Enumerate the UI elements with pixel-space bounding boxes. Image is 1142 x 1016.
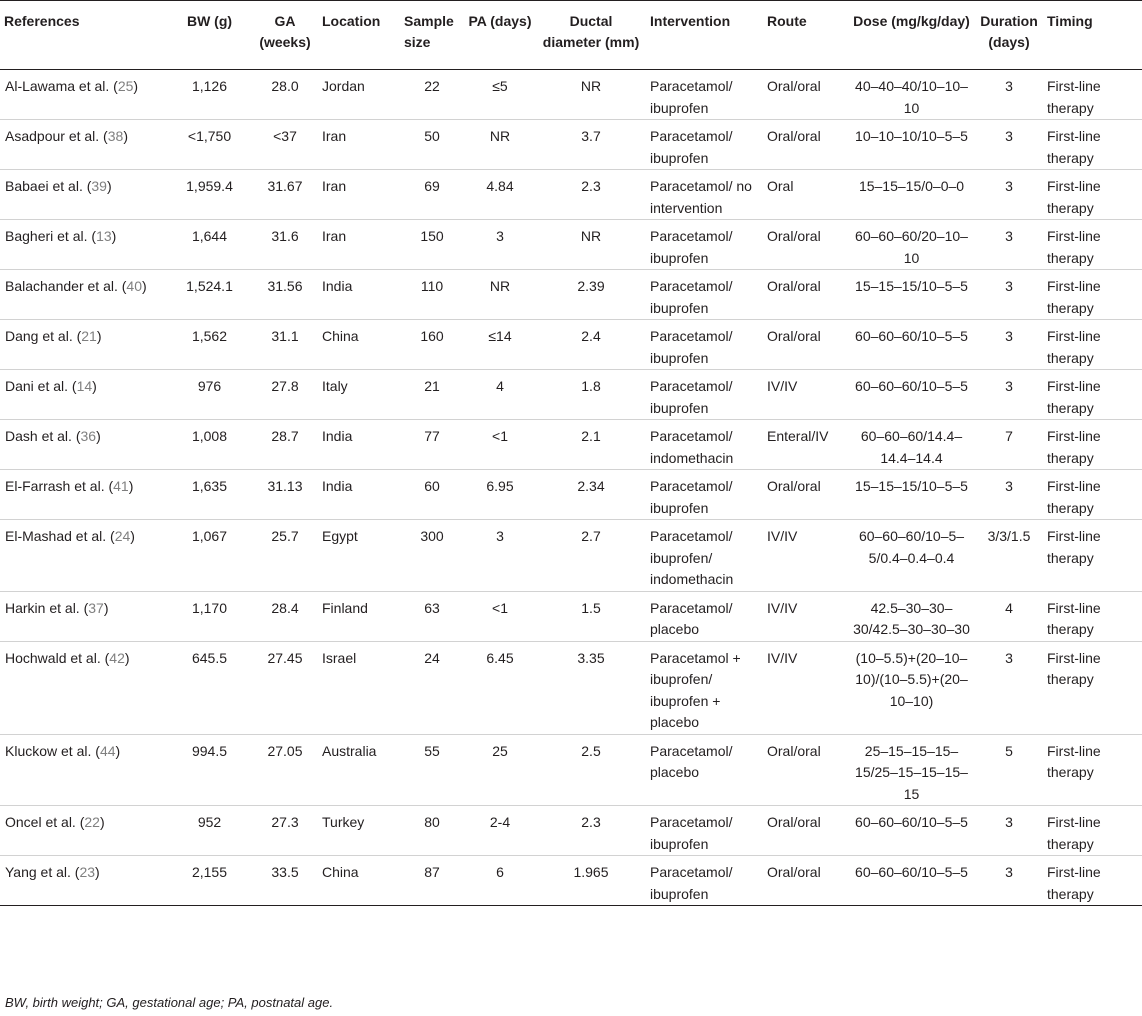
cell-duration: 3/3/1.5 (975, 520, 1043, 592)
cell-pa: <1 (464, 420, 536, 470)
cell-pa: 6 (464, 856, 536, 906)
col-header-references: References (0, 1, 167, 70)
reference-citation-link[interactable]: 44 (99, 742, 116, 759)
table-row (0, 470, 1142, 520)
reference-citation-link[interactable]: 40 (126, 278, 142, 294)
cell-dose: 15–15–15/10–5–5 (848, 270, 975, 320)
cell-timing: First-line therapy (1043, 270, 1142, 320)
col-header-dose: Dose (mg/kg/day) (848, 1, 975, 70)
cell-duration: 3 (975, 270, 1043, 320)
reference-author: Bagheri et al. ( (5, 228, 97, 244)
cell-reference (0, 270, 167, 320)
cell-location: Finland (318, 591, 400, 641)
cell-ga: 27.8 (252, 370, 318, 420)
cell-ductal-diameter: 2.39 (536, 270, 646, 320)
cell-ga: 27.3 (252, 806, 318, 856)
cell-dose: 60–60–60/10–5–5 (848, 856, 975, 906)
cell-bw: 994.5 (167, 734, 252, 806)
cell-bw: 1,126 (167, 70, 252, 120)
cell-bw: 1,635 (167, 470, 252, 520)
reference-author: Asadpour et al. ( (5, 128, 108, 144)
reference-close: ) (95, 864, 100, 880)
cell-ga: 27.45 (252, 641, 318, 734)
cell-ga: 28.0 (252, 70, 318, 120)
cell-ga: 28.4 (252, 591, 318, 641)
cell-pa: NR (464, 120, 536, 170)
cell-pa: NR (464, 270, 536, 320)
cell-ga: 25.7 (252, 520, 318, 592)
cell-route: Oral/oral (763, 70, 848, 120)
cell-bw: 645.5 (167, 641, 252, 734)
reference-citation-link[interactable]: 21 (81, 328, 97, 344)
cell-timing: First-line therapy (1043, 120, 1142, 170)
reference-author: Dani et al. ( (5, 378, 77, 394)
reference-citation-link[interactable]: 25 (117, 78, 134, 94)
reference-author: Kluckow et al. ( (5, 742, 100, 759)
cell-timing: First-line therapy (1043, 806, 1142, 856)
cell-ga: 27.05 (252, 734, 318, 806)
cell-dose: 60–60–60/10–5–5/0.4–0.4–0.4 (848, 520, 975, 592)
cell-pa: <1 (464, 591, 536, 641)
cell-dose: 25–15–15–15–15/25–15–15–15–15 (848, 734, 975, 806)
reference-author: Al-Lawama et al. ( (5, 78, 118, 94)
cell-route: Oral/oral (763, 470, 848, 520)
cell-timing: First-line therapy (1043, 641, 1142, 734)
cell-intervention: Paracetamol/ ibuprofen (646, 470, 763, 520)
cell-pa: 4 (464, 370, 536, 420)
reference-author: Oncel et al. ( (5, 814, 85, 830)
cell-location: Iran (318, 120, 400, 170)
cell-timing: First-line therapy (1043, 856, 1142, 906)
cell-timing: First-line therapy (1043, 70, 1142, 120)
cell-route: Oral/oral (763, 320, 848, 370)
cell-ductal-diameter: 2.1 (536, 420, 646, 470)
cell-dose: 40–40–40/10–10–10 (848, 70, 975, 120)
cell-bw: 1,170 (167, 591, 252, 641)
reference-citation-link[interactable]: 42 (109, 649, 125, 666)
table-row (0, 320, 1142, 370)
cell-ductal-diameter: 1.5 (536, 591, 646, 641)
reference-citation-link[interactable]: 23 (79, 864, 96, 880)
cell-dose: 10–10–10/10–5–5 (848, 120, 975, 170)
reference-author: Dash et al. ( (5, 428, 81, 444)
cell-route: Oral/oral (763, 856, 848, 906)
cell-intervention: Paracetamol/ ibuprofen/ indomethacin (646, 520, 763, 592)
cell-reference (0, 806, 167, 856)
cell-intervention: Paracetamol/ indomethacin (646, 420, 763, 470)
cell-sample-size: 24 (400, 641, 464, 734)
table-row (0, 420, 1142, 470)
cell-route: Oral/oral (763, 734, 848, 806)
cell-pa: 3 (464, 520, 536, 592)
cell-duration: 3 (975, 856, 1043, 906)
cell-route: IV/IV (763, 370, 848, 420)
cell-dose: (10–5.5)+(20–10–10)/(10–5.5)+(20–10–10) (848, 641, 975, 734)
cell-timing: First-line therapy (1043, 470, 1142, 520)
cell-reference (0, 370, 167, 420)
col-header-pa: PA (days) (464, 1, 536, 70)
cell-duration: 3 (975, 641, 1043, 734)
reference-author: Hochwald et al. ( (5, 649, 110, 666)
reference-author: Harkin et al. ( (5, 599, 89, 616)
cell-sample-size: 55 (400, 734, 464, 806)
cell-sample-size: 87 (400, 856, 464, 906)
cell-pa: ≤14 (464, 320, 536, 370)
cell-route: Oral/oral (763, 120, 848, 170)
cell-bw: 1,067 (167, 520, 252, 592)
cell-sample-size: 63 (400, 591, 464, 641)
cell-pa: 3 (464, 220, 536, 270)
col-header-route: Route (763, 1, 848, 70)
cell-sample-size: 60 (400, 470, 464, 520)
cell-reference (0, 70, 167, 120)
header-row (0, 1, 1142, 70)
cell-reference (0, 170, 167, 220)
table-row (0, 170, 1142, 220)
cell-reference (0, 470, 167, 520)
cell-intervention: Paracetamol/ placebo (646, 591, 763, 641)
cell-bw: 1,644 (167, 220, 252, 270)
cell-dose: 15–15–15/0–0–0 (848, 170, 975, 220)
cell-location: China (318, 320, 400, 370)
cell-location: Iran (318, 170, 400, 220)
cell-intervention: Paracetamol/ ibuprofen (646, 70, 763, 120)
cell-pa: 6.45 (464, 641, 536, 734)
col-header-intervention: Intervention (646, 1, 763, 70)
cell-ductal-diameter: NR (536, 70, 646, 120)
reference-close: ) (92, 378, 97, 394)
cell-location: Turkey (318, 806, 400, 856)
cell-reference (0, 320, 167, 370)
reference-close: ) (115, 742, 121, 759)
reference-close: ) (123, 128, 128, 144)
cell-ga: 31.1 (252, 320, 318, 370)
cell-intervention: Paracetamol/ ibuprofen (646, 806, 763, 856)
cell-sample-size: 80 (400, 806, 464, 856)
cell-duration: 3 (975, 470, 1043, 520)
cell-duration: 3 (975, 220, 1043, 270)
table-row (0, 120, 1142, 170)
cell-ga: 31.56 (252, 270, 318, 320)
cell-route: Oral/oral (763, 806, 848, 856)
cell-timing: First-line therapy (1043, 170, 1142, 220)
reference-citation-link[interactable]: 22 (84, 814, 100, 830)
reference-close: ) (128, 478, 134, 494)
reference-close: ) (133, 78, 139, 94)
cell-ga: 31.6 (252, 220, 318, 270)
reference-citation-link[interactable]: 13 (96, 228, 112, 244)
cell-ductal-diameter: 2.5 (536, 734, 646, 806)
cell-dose: 60–60–60/10–5–5 (848, 806, 975, 856)
cell-duration: 3 (975, 806, 1043, 856)
cell-location: India (318, 470, 400, 520)
cell-timing: First-line therapy (1043, 420, 1142, 470)
cell-reference (0, 641, 167, 734)
reference-citation-link[interactable]: 38 (107, 128, 124, 144)
cell-pa: 6.95 (464, 470, 536, 520)
cell-duration: 4 (975, 591, 1043, 641)
cell-intervention: Paracetamol + ibuprofen/ ibuprofen + placebo (646, 641, 763, 734)
cell-ga: 33.5 (252, 856, 318, 906)
cell-timing: First-line therapy (1043, 220, 1142, 270)
cell-location: Italy (318, 370, 400, 420)
cell-duration: 3 (975, 370, 1043, 420)
cell-sample-size: 110 (400, 270, 464, 320)
cell-pa: 2-4 (464, 806, 536, 856)
cell-route: IV/IV (763, 591, 848, 641)
cell-reference (0, 120, 167, 170)
cell-reference (0, 420, 167, 470)
cell-sample-size: 50 (400, 120, 464, 170)
reference-author: Balachander et al. ( (5, 278, 127, 294)
reference-close: ) (141, 278, 147, 294)
cell-sample-size: 69 (400, 170, 464, 220)
cell-timing: First-line therapy (1043, 520, 1142, 592)
col-header-ductal-diameter: Ductal diameter (mm) (536, 1, 646, 70)
cell-reference (0, 520, 167, 592)
cell-ga: 31.13 (252, 470, 318, 520)
cell-dose: 42.5–30–30–30/42.5–30–30–30 (848, 591, 975, 641)
cell-location: Australia (318, 734, 400, 806)
reference-citation-link[interactable]: 37 (88, 599, 104, 616)
cell-intervention: Paracetamol/ no intervention (646, 170, 763, 220)
reference-close: ) (130, 528, 135, 544)
cell-route: IV/IV (763, 520, 848, 592)
cell-duration: 3 (975, 70, 1043, 120)
cell-ductal-diameter: 1.965 (536, 856, 646, 906)
cell-bw: <1,750 (167, 120, 252, 170)
reference-author: Yang et al. ( (5, 864, 80, 880)
reference-citation-link[interactable]: 39 (91, 178, 107, 194)
cell-bw: 976 (167, 370, 252, 420)
table-footnote: BW, birth weight; GA, gestational age; PA, postnatal age. (5, 995, 334, 1010)
reference-close: ) (96, 428, 101, 444)
cell-dose: 15–15–15/10–5–5 (848, 470, 975, 520)
table-row (0, 270, 1142, 320)
cell-route: Oral/oral (763, 220, 848, 270)
table-row (0, 856, 1142, 906)
cell-ductal-diameter: 3.35 (536, 641, 646, 734)
table-row (0, 220, 1142, 270)
cell-ductal-diameter: 1.8 (536, 370, 646, 420)
col-header-timing: Timing (1043, 1, 1142, 70)
reference-author: Babaei et al. ( (5, 178, 92, 194)
cell-route: IV/IV (763, 641, 848, 734)
cell-bw: 2,155 (167, 856, 252, 906)
cell-timing: First-line therapy (1043, 734, 1142, 806)
cell-sample-size: 150 (400, 220, 464, 270)
cell-sample-size: 77 (400, 420, 464, 470)
cell-location: India (318, 270, 400, 320)
cell-duration: 3 (975, 170, 1043, 220)
reference-close: ) (124, 649, 130, 666)
reference-close: ) (106, 178, 112, 194)
cell-dose: 60–60–60/10–5–5 (848, 370, 975, 420)
cell-ductal-diameter: 2.3 (536, 170, 646, 220)
cell-location: India (318, 420, 400, 470)
cell-reference (0, 220, 167, 270)
cell-ga: <37 (252, 120, 318, 170)
reference-close: ) (99, 814, 105, 830)
cell-bw: 1,008 (167, 420, 252, 470)
reference-close: ) (111, 228, 117, 244)
cell-ductal-diameter: 2.4 (536, 320, 646, 370)
reference-author: El-Mashad et al. ( (5, 528, 115, 544)
reference-author: Dang et al. ( (5, 328, 82, 344)
cell-location: Iran (318, 220, 400, 270)
cell-duration: 3 (975, 120, 1043, 170)
reference-close: ) (96, 328, 102, 344)
cell-intervention: Paracetamol/ ibuprofen (646, 120, 763, 170)
reference-citation-link[interactable]: 24 (114, 528, 131, 544)
table-row (0, 520, 1142, 592)
reference-citation-link[interactable]: 36 (80, 428, 97, 444)
table-row (0, 70, 1142, 120)
table-row (0, 591, 1142, 641)
cell-reference (0, 591, 167, 641)
cell-ductal-diameter: 2.7 (536, 520, 646, 592)
cell-ductal-diameter: 2.3 (536, 806, 646, 856)
col-header-sample-size: Sample size (400, 1, 464, 70)
table-row (0, 370, 1142, 420)
cell-dose: 60–60–60/20–10–10 (848, 220, 975, 270)
col-header-ga: GA (weeks) (252, 1, 318, 70)
cell-bw: 1,524.1 (167, 270, 252, 320)
cell-bw: 952 (167, 806, 252, 856)
cell-ductal-diameter: 3.7 (536, 120, 646, 170)
col-header-duration: Duration (days) (975, 1, 1043, 70)
reference-citation-link[interactable]: 41 (113, 478, 129, 494)
cell-duration: 3 (975, 320, 1043, 370)
table-row (0, 734, 1142, 806)
cell-ga: 31.67 (252, 170, 318, 220)
cell-pa: 4.84 (464, 170, 536, 220)
cell-route: Oral (763, 170, 848, 220)
cell-timing: First-line therapy (1043, 591, 1142, 641)
cell-dose: 60–60–60/14.4–14.4–14.4 (848, 420, 975, 470)
cell-intervention: Paracetamol/ ibuprofen (646, 856, 763, 906)
cell-intervention: Paracetamol/ ibuprofen (646, 320, 763, 370)
cell-reference (0, 734, 167, 806)
cell-route: Oral/oral (763, 270, 848, 320)
cell-route: Enteral/IV (763, 420, 848, 470)
reference-citation-link[interactable]: 14 (76, 378, 93, 394)
cell-timing: First-line therapy (1043, 320, 1142, 370)
cell-duration: 7 (975, 420, 1043, 470)
table-row (0, 641, 1142, 734)
cell-timing: First-line therapy (1043, 370, 1142, 420)
table-body (0, 70, 1142, 906)
cell-duration: 5 (975, 734, 1043, 806)
reference-close: ) (103, 599, 109, 616)
cell-ductal-diameter: NR (536, 220, 646, 270)
cell-intervention: Paracetamol/ ibuprofen (646, 270, 763, 320)
cell-bw: 1,562 (167, 320, 252, 370)
cell-sample-size: 21 (400, 370, 464, 420)
cell-sample-size: 300 (400, 520, 464, 592)
cell-intervention: Paracetamol/ ibuprofen (646, 220, 763, 270)
cell-location: Jordan (318, 70, 400, 120)
cell-pa: ≤5 (464, 70, 536, 120)
cell-location: China (318, 856, 400, 906)
col-header-bw: BW (g) (167, 1, 252, 70)
cell-intervention: Paracetamol/ placebo (646, 734, 763, 806)
cell-ga: 28.7 (252, 420, 318, 470)
cell-location: Egypt (318, 520, 400, 592)
table-row (0, 806, 1142, 856)
cell-bw: 1,959.4 (167, 170, 252, 220)
reference-author: El-Farrash et al. ( (5, 478, 114, 494)
cell-sample-size: 22 (400, 70, 464, 120)
cell-intervention: Paracetamol/ ibuprofen (646, 370, 763, 420)
cell-dose: 60–60–60/10–5–5 (848, 320, 975, 370)
cell-pa: 25 (464, 734, 536, 806)
cell-location: Israel (318, 641, 400, 734)
cell-ductal-diameter: 2.34 (536, 470, 646, 520)
col-header-location: Location (318, 1, 400, 70)
cell-reference (0, 856, 167, 906)
cell-sample-size: 160 (400, 320, 464, 370)
